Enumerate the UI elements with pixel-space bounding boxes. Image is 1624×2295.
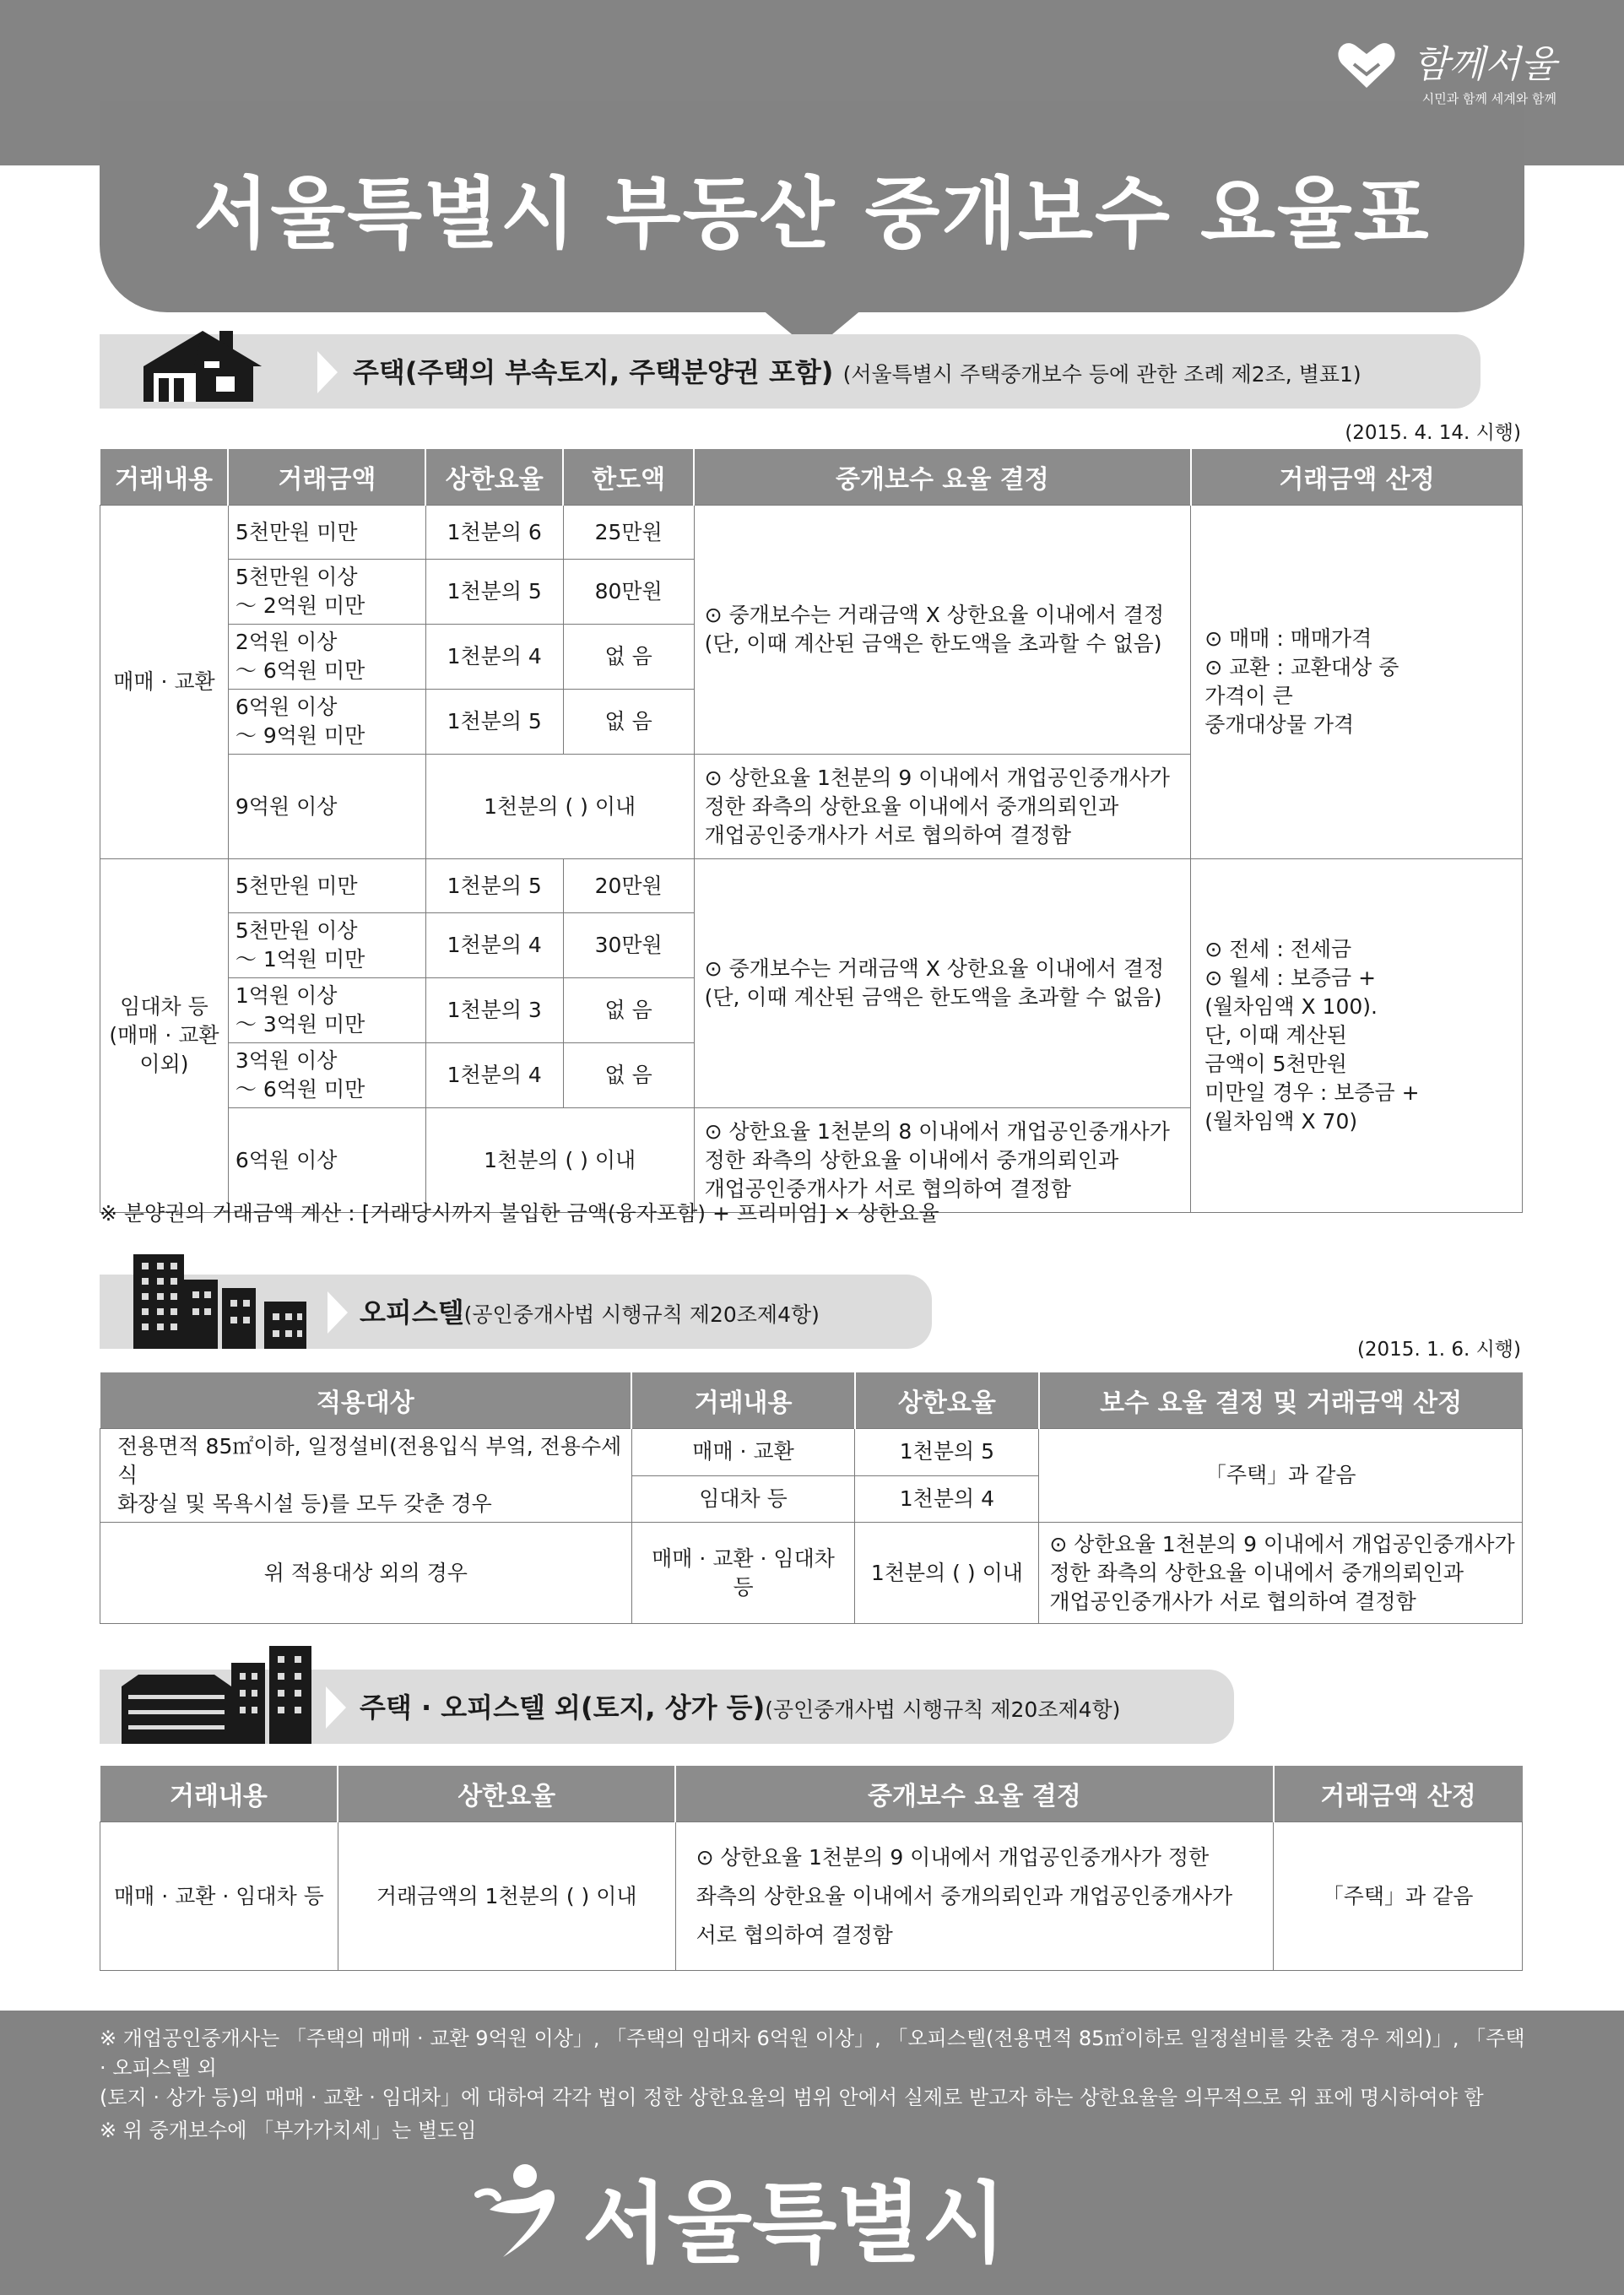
limit-cell: 없 음: [563, 690, 694, 755]
col-header: 한도액: [563, 449, 694, 506]
chevron-right-icon: [328, 1291, 348, 1334]
limit-cell: 없 음: [563, 625, 694, 690]
decision-cell: 「주택」과 같음: [1039, 1429, 1523, 1523]
col-header: 보수 요율 결정 및 거래금액 산정: [1039, 1372, 1523, 1429]
brand-tagline: 시민과 함께 세계와 함께: [1421, 91, 1556, 106]
amount-cell: 5천만원 이상 ～ 1억원 미만: [228, 913, 425, 978]
vat-notice: ※ 위 중개보수에 「부가가치세」는 별도임: [100, 2119, 477, 2142]
section-other-header: [100, 1670, 1234, 1744]
rate-cell: 1천분의 ( ) 이내: [425, 755, 694, 859]
rate-cell: 1천분의 ( ) 이내: [425, 1108, 694, 1213]
amount-cell: 6억원 이상 ～ 9억원 미만: [228, 690, 425, 755]
table-header-row: [100, 1766, 1523, 1822]
limit-cell: 20만원: [563, 859, 694, 913]
rate-cell: 1천분의 5: [425, 859, 563, 913]
col-header: 거래금액 산정: [1191, 449, 1523, 506]
bottom-notes: [100, 2024, 1535, 2146]
col-header: 거래내용: [100, 449, 229, 506]
col-header: 상한요율: [855, 1372, 1039, 1429]
deal-type-cell: 매매 · 교환: [100, 506, 229, 859]
heart-hands-icon: [1337, 39, 1396, 89]
deal-cell: 매매 · 교환: [631, 1429, 855, 1476]
decision-cell: ⊙ 상한요율 1천분의 9 이내에서 개업공인중개사가 정한 좌측의 상한요율 이내에서 중개의뢰인과 개업공인중개사가 서로 협의하여 결정함: [1039, 1523, 1523, 1624]
chevron-right-icon: [317, 351, 338, 393]
seoul-logo-text: 서울특별시: [582, 2172, 1007, 2275]
rate-cell: 1천분의 4: [855, 1475, 1039, 1523]
deal-type-cell: 임대차 등 (매매 · 교환 이외): [100, 859, 229, 1213]
col-header: 중개보수 요율 결정: [675, 1766, 1274, 1822]
limit-cell: 없 음: [563, 1043, 694, 1108]
col-header: 상한요율: [338, 1766, 675, 1822]
col-header: 상한요율: [425, 449, 563, 506]
limit-cell: 없 음: [563, 978, 694, 1043]
amount-cell: 1억원 이상 ～ 3억원 미만: [228, 978, 425, 1043]
section-housing-date: (2015. 4. 14. 시행): [1345, 422, 1521, 444]
target-cell: 전용면적 85㎡이하, 일정설비(전용입식 부엌, 전용수세식 화장실 및 목욕시설 등)를 모두 갖춘 경우: [100, 1429, 632, 1523]
amount-cell: 5천만원 미만: [228, 506, 425, 560]
col-header: 거래금액 산정: [1274, 1766, 1523, 1822]
decision-cell: ⊙ 중개보수는 거래금액 X 상한요율 이내에서 결정 (단, 이때 계산된 금액은 한도액을 초과할 수 없음): [694, 859, 1191, 1108]
seoul-emblem-icon: [473, 2161, 574, 2262]
brand-logo: [1413, 34, 1556, 107]
page-title: 서울특별시 부동산 중개보수 요율표: [193, 169, 1431, 259]
limit-cell: 25만원: [563, 506, 694, 560]
section-officetel-date: (2015. 1. 6. 시행): [1356, 1339, 1521, 1361]
limit-cell: 30만원: [563, 913, 694, 978]
section-officetel-title: 오피스텔(공인중개사법 시행규칙 제20조제4항): [360, 1296, 820, 1329]
calc-cell: ⊙ 전세 : 전세금 ⊙ 월세 : 보증금 + (월차임액 X 100). 단, 이때 계산된 금액이 5천만원 미만일 경우 : 보증금 + (월차임액 X 70): [1191, 859, 1523, 1213]
table-row: [100, 506, 1523, 560]
brand-name: 함께서울: [1412, 43, 1556, 86]
table-row: [100, 1429, 1523, 1476]
col-header: 중개보수 요율 결정: [694, 449, 1191, 506]
table-header-row: [100, 449, 1523, 506]
section-housing-header: [100, 334, 1481, 409]
decision-cell: ⊙ 상한요율 1천분의 9 이내에서 개업공인중개사가 정한 좌측의 상한요율 이내에서 중개의뢰인과 개업공인중개사가 서로 협의하여 결정함: [694, 755, 1191, 859]
section-housing-title: 주택(주택의 부속토지, 주택분양권 포함) (서울특별시 주택중개보수 등에 관한 조례 제2조, 별표1): [353, 356, 1361, 388]
rate-cell: 1천분의 6: [425, 506, 563, 560]
amount-cell: 6억원 이상: [228, 1108, 425, 1213]
building-icon: [116, 1254, 319, 1349]
buildings-icon: [122, 1646, 316, 1744]
rate-cell: 1천분의 ( ) 이내: [855, 1523, 1039, 1624]
presale-footnote: ※ 분양권의 거래금액 계산 : [거래당시까지 불입한 금액(융자포함) + 프리미엄] × 상한요율: [100, 1201, 939, 1226]
chevron-right-icon: [326, 1686, 346, 1729]
table-header-row: [100, 1372, 1523, 1429]
rate-cell: 1천분의 4: [425, 913, 563, 978]
table-row: [100, 1523, 1523, 1624]
section-officetel-header: [100, 1275, 932, 1349]
rate-cell: 거래금액의 1천분의 ( ) 이내: [338, 1822, 675, 1971]
amount-cell: 5천만원 미만: [228, 859, 425, 913]
rate-cell: 1천분의 5: [855, 1429, 1039, 1476]
house-icon: [135, 324, 304, 409]
deal-cell: 매매 · 교환 · 임대차 등: [100, 1822, 338, 1971]
seoul-logo: [582, 2152, 1006, 2279]
other-table: [100, 1766, 1523, 1971]
rate-cell: 1천분의 4: [425, 1043, 563, 1108]
col-header: 거래금액: [228, 449, 425, 506]
calc-cell: 「주택」과 같음: [1274, 1822, 1523, 1971]
amount-cell: 3억원 이상 ～ 6억원 미만: [228, 1043, 425, 1108]
amount-cell: 9억원 이상: [228, 755, 425, 859]
table-row: [100, 859, 1523, 913]
amount-cell: 2억원 이상 ～ 6억원 미만: [228, 625, 425, 690]
amount-cell: 5천만원 이상 ～ 2억원 미만: [228, 560, 425, 625]
housing-table: [100, 449, 1523, 1213]
calc-cell: ⊙ 매매 : 매매가격 ⊙ 교환 : 교환대상 중 가격이 큰 중개대상물 가격: [1191, 506, 1523, 859]
col-header: 적용대상: [100, 1372, 632, 1429]
decision-cell: ⊙ 상한요율 1천분의 8 이내에서 개업공인중개사가 정한 좌측의 상한요율 이내에서 중개의뢰인과 개업공인중개사가 서로 협의하여 결정함: [694, 1108, 1191, 1213]
rate-cell: 1천분의 4: [425, 625, 563, 690]
decision-cell: ⊙ 상한요율 1천분의 9 이내에서 개업공인중개사가 정한 좌측의 상한요율 이내에서 중개의뢰인과 개업공인중개사가 서로 협의하여 결정함: [675, 1822, 1274, 1971]
rate-cell: 1천분의 3: [425, 978, 563, 1043]
deal-cell: 매매 · 교환 · 임대차 등: [631, 1523, 855, 1624]
deal-cell: 임대차 등: [631, 1475, 855, 1523]
limit-cell: 80만원: [563, 560, 694, 625]
target-cell: 위 적용대상 외의 경우: [100, 1523, 632, 1624]
rate-cell: 1천분의 5: [425, 560, 563, 625]
col-header: 거래내용: [631, 1372, 855, 1429]
col-header: 거래내용: [100, 1766, 338, 1822]
rate-cell: 1천분의 5: [425, 690, 563, 755]
section-other-title: 주택 · 오피스텔 외(토지, 상가 등)(공인중개사법 시행규칙 제20조제4항): [360, 1691, 1121, 1724]
table-row: [100, 1822, 1523, 1971]
realtor-notice: ※ 개업공인중개사는 「주택의 매매 · 교환 9억원 이상」, 「주택의 임대차 6억원 이상」, 「오피스텔(전용면적 85㎡이하로 일정설비를 갖춘 경우 제외)」, 「주택 · 오피스텔 외 (토지 · 상가 등)의 매매 · 교환 · 임대차」에 대하여 각각 법이 정한 상한요율의 범위 안에서 실제로 받고자 하는 상한요율을 의무적으로 위 표에 명시하여야 함: [100, 2027, 1525, 2109]
officetel-table: [100, 1372, 1523, 1624]
decision-cell: ⊙ 중개보수는 거래금액 X 상한요율 이내에서 결정 (단, 이때 계산된 금액은 한도액을 초과할 수 없음): [694, 506, 1191, 755]
